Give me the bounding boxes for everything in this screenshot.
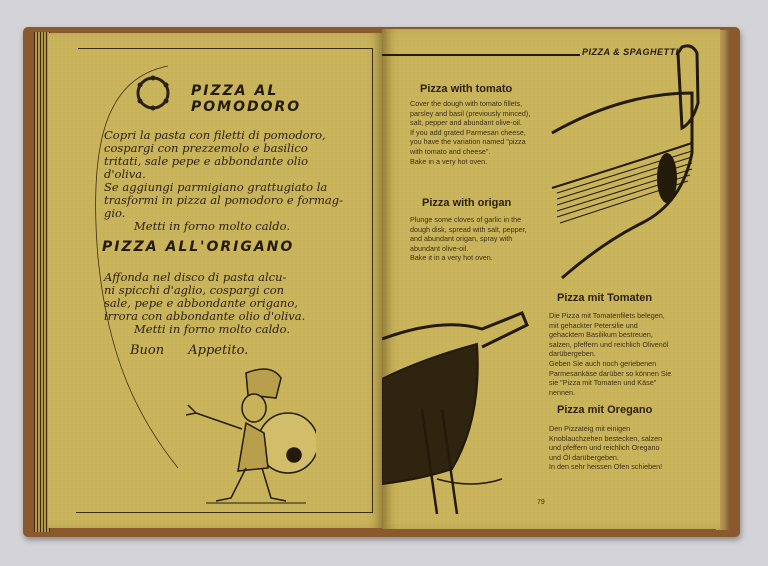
right-page — [382, 29, 720, 529]
section-body-pizza-mit-oregano — [549, 424, 699, 472]
running-head: PIZZA & SPAGHETTI — [582, 47, 679, 57]
text-line: salt, pepper and abundant olive-oil. — [410, 118, 522, 128]
decorative-swoosh — [68, 58, 188, 478]
text-line: Se aggiungi parmigiano grattugiato la — [104, 180, 328, 194]
recipe-title-origano: PIZZA ALL'ORIGANO — [102, 239, 295, 255]
left-page — [48, 33, 382, 528]
frying-pan-illustration — [542, 43, 722, 283]
text-line: with tomato and cheese". — [410, 146, 491, 156]
text-line: abundant olive-oil. — [410, 243, 469, 253]
sign-off: Buon Appetito. — [130, 343, 249, 358]
text-line: irrora con abbondante olio d'oliva. — [104, 309, 306, 323]
text-line: cospargi con prezzemolo e basilico — [104, 141, 308, 155]
text-line: und pfeffern und reichlich Oregano — [549, 443, 660, 453]
text-line: Parmesankäse darüber so können Sie — [549, 368, 672, 378]
section-title-pizza-mit-oregano: Pizza mit Oregano — [557, 404, 653, 416]
text-line: If you add grated Parmesan cheese, — [410, 127, 526, 137]
text-line: Copri la pasta con filetti di pomodoro, — [104, 128, 326, 142]
text-line: Plunge some cloves of garlic in the — [410, 215, 522, 224]
section-title-pizza-mit-tomaten: Pizza mit Tomaten — [557, 292, 653, 304]
section-body-pizza-with-origan — [410, 215, 550, 263]
text-line: Cover the dough with tomato fillets, — [410, 99, 523, 108]
text-line: and abundant origan, spray with — [410, 234, 513, 244]
text-line: mit gehackter Petersilie und — [549, 320, 638, 330]
text-line: Affonda nel disco di pasta alcu- — [104, 270, 287, 284]
text-line: Die Pizza mit Tomatenfilets belegen, — [549, 311, 665, 320]
clown-with-drum-illustration — [176, 363, 316, 513]
text-line: dough disk, spread with salt, pepper, — [410, 224, 527, 234]
text-line: Bake it in a very hot oven. — [410, 253, 493, 263]
page-number: 79 — [537, 499, 545, 506]
text-line: parsley and basil (previously minced), — [410, 108, 531, 118]
text-line: gehacktem Basilikum bestreuen, — [549, 330, 653, 340]
tambourine-icon — [133, 73, 173, 113]
text-line: Bake in a very hot oven. — [410, 156, 488, 166]
text-line: ni spicchi d'aglio, cospargi con — [104, 283, 285, 297]
section-title-pizza-with-tomato: Pizza with tomato — [420, 83, 513, 95]
colander-illustration — [382, 299, 532, 519]
section-body-pizza-with-tomato — [410, 99, 550, 166]
recipe-closing: Metti in forno molto caldo. — [134, 219, 290, 233]
text-line: gio. — [104, 206, 126, 220]
recipe-body-origano — [104, 271, 369, 336]
text-line: d'oliva. — [104, 167, 146, 181]
text-line: you have the variation named "pizza — [410, 137, 526, 147]
text-line: sie "Pizza mit Tomaten und Käse" — [549, 378, 657, 388]
text-line: In den sehr heissen Ofen schieben! — [549, 462, 663, 472]
section-body-pizza-mit-tomaten — [549, 311, 699, 397]
text-line: darübergeben. — [549, 349, 596, 359]
section-title-pizza-with-origan: Pizza with origan — [422, 197, 512, 209]
text-line: trasformi in pizza al pomodoro e formag- — [104, 193, 344, 207]
text-line: sale, pepe e abbondante origano, — [104, 296, 298, 310]
text-line: salzen, pfeffern und reichlich Olivenöl — [549, 339, 669, 349]
text-line: Geben Sie auch noch geriebenen — [549, 358, 657, 368]
text-line: Den Pizzateig mit einigen — [549, 424, 631, 433]
text-line: Knoblauchzehen bestecken, salzen — [549, 433, 663, 443]
recipe-closing: Metti in forno molto caldo. — [134, 322, 290, 336]
text-line: und Öl darübergeben. — [549, 452, 619, 462]
text-line: tritati, sale pepe e abbondante olio — [104, 154, 309, 168]
text-line: nennen. — [549, 387, 575, 397]
recipe-title-pomodoro: PIZZA AL POMODORO — [191, 83, 302, 115]
recipe-body-pomodoro — [104, 129, 369, 233]
